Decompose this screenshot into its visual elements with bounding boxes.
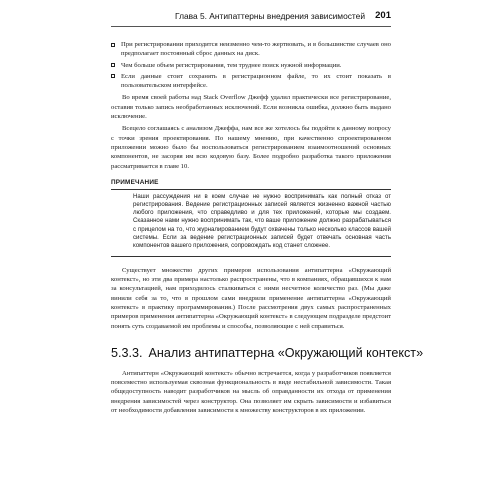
section-title: Анализ антипаттерна «Окружающий контекст» — [148, 345, 424, 360]
header-rule — [111, 26, 391, 27]
note-body: Наши рассуждения ни в коем случае не нужно воспринимать как полный отказ от регистрирования. Ведение регистрационных записей является жизненно важной частью любого приложения, что справедливо и для тех приложений, которые мы создаем. Сказанное нами нужно воспринимать так, что ваше приложение должно разрабатываться с прицелом на то, что журналированием будут охвачены только несколько классов вашей системы. Если за ведение регистрационных записей будет отвечать основная часть компонентов вашего приложения, сопровождать код станет сложнее. — [133, 193, 391, 249]
list-item — [111, 72, 391, 91]
list-item-text: При регистрировании приходится неизменно чем-то жертвовать, и в большинстве случаев оно предполагает постоянный сброс данных на диск. — [121, 41, 391, 58]
checkbox-bullet-icon — [111, 63, 115, 67]
list-item — [111, 61, 391, 70]
paragraph: Существует множество других примеров использования антипаттерна «Окружающий контекст», но эти два примера настолько распространены, что в компаниях, обращавшихся к нам за консультацией, нам приходилось сталкиваться с ними несчетное количество раз. (Мы даже винили себя за то, что в прошлом сами внедрили применение антипаттерна «Окружающий контекст» в практику программирования.) После рассмотрения двух самых распространенных примеров применения антипаттерна «Окружающий контекст» в следующем подразделе предстоит понять суть создаваемой им проблемы и способы, позволяющие с ней справиться. — [111, 266, 391, 330]
list-item-text: Если данные стоит сохранять в регистрационном файле, то их стоит показать в пользовательском интерфейсе. — [121, 72, 391, 90]
checkbox-bullet-icon — [111, 74, 115, 78]
note-box — [111, 178, 391, 257]
bullet-list — [111, 40, 391, 90]
note-bottom-rule — [111, 256, 391, 257]
note-title: ПРИМЕЧАНИЕ — [111, 178, 391, 190]
chapter-title: Глава 5. Антипаттерны внедрения зависимостей — [175, 11, 365, 21]
running-header — [111, 5, 391, 25]
page-number: 201 — [375, 10, 391, 21]
page-content — [111, 40, 424, 415]
list-item — [111, 40, 391, 59]
list-item-text: Чем больше объем регистрирования, тем труднее поиск нужной информации. — [121, 61, 342, 69]
paragraph: Во время своей работы над Stack Overflow Джефф удалил практически все регистрирование, оставив только запись необработанных исключений. Если возникла ошибка, должно быть выдано исключение. — [111, 94, 391, 121]
paragraph: Антипаттерн «Окружающий контекст» обычно встречается, когда у разработчиков появляется повсеместно используемая сквозная функциональность в виде нестабильной зависимости. Такая общедоступность наводит разработчиков на мысль об оправданности их отхода от применения внедрения зависимостей через конструктор. Она позволяет им скрыть зависимости и избавиться от необходимости добавления зависимости к множеству конструкторов в их приложении. — [111, 369, 391, 415]
section-number: 5.3.3. — [111, 345, 143, 360]
section-heading — [111, 345, 424, 361]
paragraph: Всецело соглашаясь с анализом Джеффа, нам все же хотелось бы подойти к данному вопросу с точки зрения проектирования. По нашему мнению, при качественно спроектированном приложении можно было бы воспользоваться регистрированием взаимоотношений основных компонентов, не засоряя им всю кодовую базу. Более подробно разработка такого приложения рассматривается в главе 10. — [111, 125, 391, 170]
checkbox-bullet-icon — [111, 43, 115, 47]
